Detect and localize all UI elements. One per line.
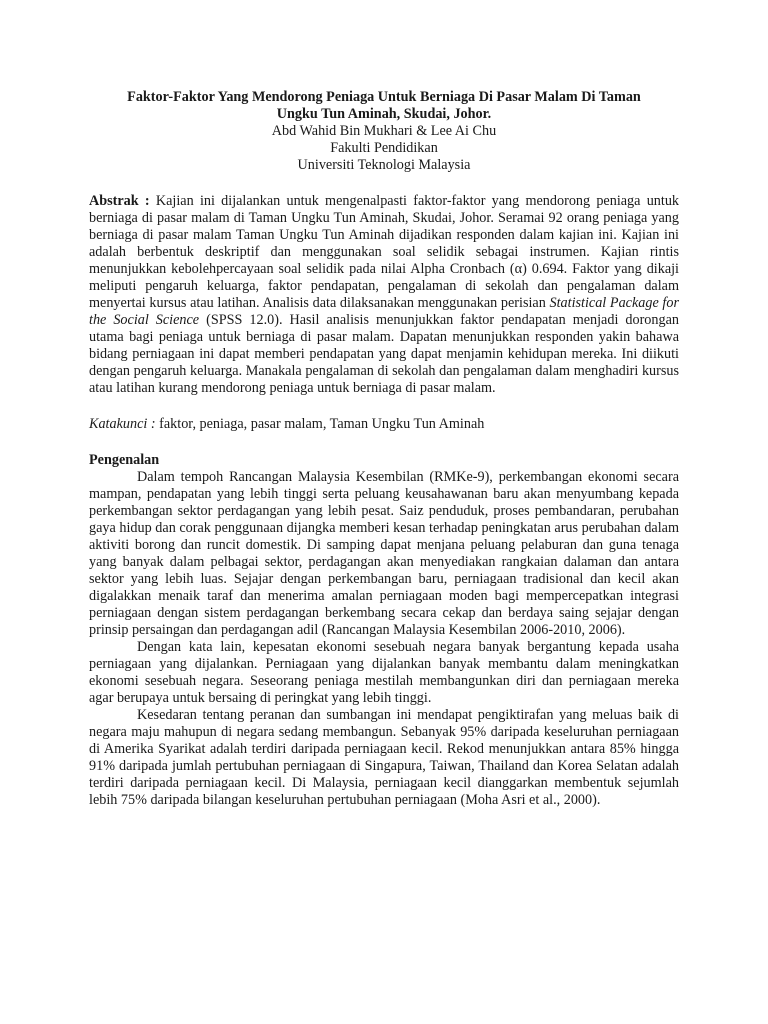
paper-title-line-1: Faktor-Faktor Yang Mendorong Peniaga Untuk Berniaga Di Pasar Malam Di Taman xyxy=(127,89,641,105)
section-heading: Pengenalan xyxy=(89,452,160,468)
intro-paragraph-2: Dengan kata lain, kepesatan ekonomi sesebuah negara banyak bergantung kepada usaha perniagaan yang dijalankan. Perniagaan yang dijalankan banyak membantu dalam meningkatkan ekonomi sesebuah negara. Seseorang peniaga mestilah membangunkan diri dan perniagaan mereka agar berupaya untuk bersaing di peringkat yang lebih tinggi. xyxy=(89,639,679,706)
paper-faculty: Fakulti Pendidikan xyxy=(330,140,438,156)
keywords-text: faktor, peniaga, pasar malam, Taman Ungku Tun Aminah xyxy=(155,416,485,432)
paper-university: Universiti Teknologi Malaysia xyxy=(297,157,471,173)
paper-authors: Abd Wahid Bin Mukhari & Lee Ai Chu xyxy=(271,123,497,139)
abstract-software-name: Statistical Package for the Social Science xyxy=(89,295,679,328)
abstract-paragraph xyxy=(89,193,679,397)
intro-paragraph-3: Kesedaran tentang peranan dan sumbangan ini mendapat pengiktirafan yang meluas baik di negara maju mahupun di negara sedang membangun. Sebanyak 95% daripada keseluruhan perniagaan di Amerika Syarikat adalah terdiri daripada perniagaan kecil. Rekod menunjukkan antara 85% hingga 91% daripada jumlah pertubuhan perniagaan di Singapura, Taiwan, Thailand dan Korea Selatan adalah terdiri daripada perniagaan kecil. Di Malaysia, perniagaan kecil dianggarkan membentuk sejumlah lebih 75% daripada bilangan keseluruhan pertubuhan perniagaan (Moha Asri et al., 2000). xyxy=(89,707,679,808)
abstract-text-part-2: (SPSS 12.0). Hasil analisis menunjukkan faktor pendapatan menjadi dorongan utama bagi peniaga untuk berniaga di pasar malam. Dapatan menunjukkan responden yakin bahawa bidang perniagaan ini dapat memberi pendapatan yang dapat menjamin kehidupan mereka. Ini diikuti dengan pengaruh keluarga. Manakala pengalaman di sekolah dan pengalaman dalam menghadiri kursus atau latihan kurang mendorong peniaga untuk berniaga di pasar malam. xyxy=(89,312,679,396)
abstract-label: Abstrak : xyxy=(89,193,150,209)
keywords-paragraph xyxy=(89,416,679,433)
paper-title-line-2: Ungku Tun Aminah, Skudai, Johor. xyxy=(276,106,492,122)
keywords-label: Katakunci : xyxy=(89,416,156,432)
intro-paragraph-1: Dalam tempoh Rancangan Malaysia Kesembilan (RMKe-9), perkembangan ekonomi secara mampan, pendapatan yang lebih tinggi serta peluang keusahawanan baru akan menyumbang kepada perkembangan sektor perdagangan yang lebih pesat. Saiz penduduk, proses pembandaran, perubahan gaya hidup dan corak penggunaan dijangka memberi kesan terhadap peningkatan arus perubahan dalam aktiviti borong dan runcit domestik. Di samping dapat menjana peluang pelaburan dan guna tenaga yang banyak dalam pelbagai sektor, perdagangan akan menyediakan rangkaian dalaman dan antara sektor yang lebih luas. Sejajar dengan perkembangan baru, perniagaan tradisional dan kecil akan digalakkan menaik taraf dan menerima amalan perniagaan moden bagi mempercepatkan integrasi perniagaan dengan sistem perdagangan berkembang secara cekap dan berdaya saing sejajar dengan prinsip persaingan dan perdagangan adil (Rancangan Malaysia Kesembilan 2006-2010, 2006). xyxy=(89,469,679,638)
abstract-text-part-1: Kajian ini dijalankan untuk mengenalpasti faktor-faktor yang mendorong peniaga untuk berniaga di pasar malam di Taman Ungku Tun Aminah, Skudai, Johor. Seramai 92 orang peniaga yang berniaga di pasar malam Taman Ungku Tun Aminah dijadikan responden dalam kajian ini. Kajian ini adalah berbentuk deskriptif dan menggunakan soal selidik sebagai instrumen. Kajian rintis menunjukkan kebolehpercayaan soal selidik pada nilai Alpha Cronbach (α) 0.694. Faktor yang dikaji meliputi pengaruh keluarga, faktor pendapatan, pengalaman di sekolah dan pengalaman dalam menyertai kursus atau latihan. Analisis data dilaksanakan menggunakan perisian xyxy=(89,193,680,311)
